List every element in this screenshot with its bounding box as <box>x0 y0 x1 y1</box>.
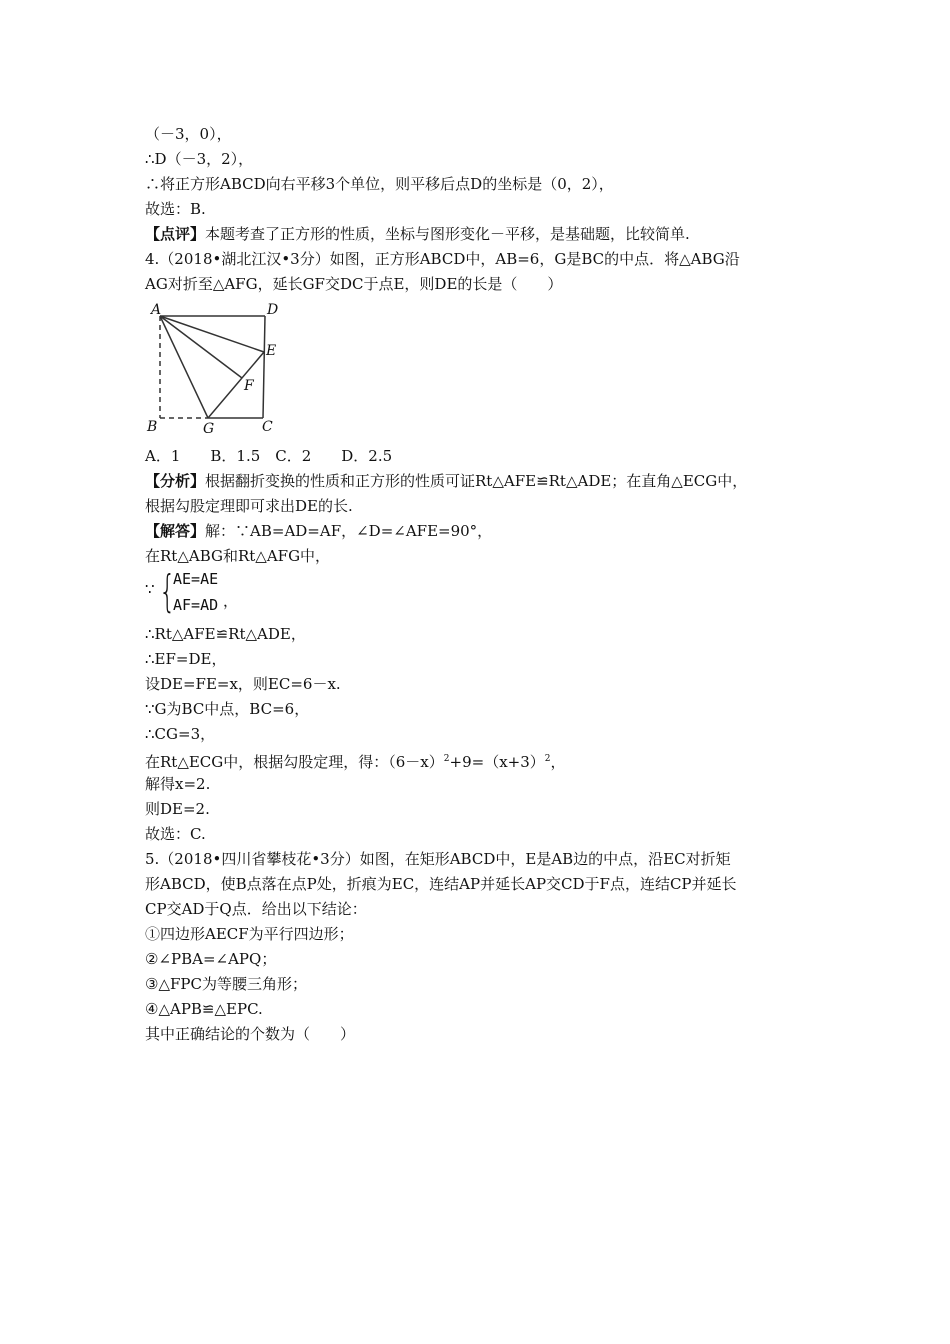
conclusion-2: ②∠PBA=∠APQ； <box>145 950 277 968</box>
left-brace: { <box>159 566 176 617</box>
solution-line-1 <box>145 521 492 541</box>
label-A: A <box>151 302 162 318</box>
analysis-line-2: 根据勾股定理即可求出DE的长. <box>145 497 353 515</box>
solution-text: 解：∵AB=AD=AF，∠D=∠AFE=90°， <box>205 522 493 540</box>
pythagoras-part-2: +9=（x+3） <box>449 753 545 771</box>
pythagoras-part-1: 在Rt△ECG中，根据勾股定理，得：（6－x） <box>145 753 444 771</box>
text-line: ∴D（－3，2）， <box>145 150 254 168</box>
conclusion-3: ③△FPC为等腰三角形； <box>145 975 307 993</box>
equation-system <box>145 568 345 620</box>
question-5-line-1: 5.（2018•四川省攀枝花•3分）如图，在矩形ABCD中，E是AB边的中点，沿EC对折矩 <box>145 850 731 868</box>
comment-tag: 【点评】 <box>145 225 206 243</box>
text-line: 则DE=2. <box>145 800 210 818</box>
label-C: C <box>262 419 273 435</box>
analysis-tag: 【分析】 <box>145 472 206 490</box>
text-line: ∴CG=3， <box>145 725 216 743</box>
equation-row-2: AF=AD <box>173 596 219 614</box>
question-4-line-1: 4.（2018•湖北江汉•3分）如图，正方形ABCD中，AB=6，G是BC的中点．将△ABG沿 <box>145 250 740 268</box>
since-symbol: ∵ <box>145 580 155 598</box>
analysis-line-1 <box>145 471 747 491</box>
question-5-line-3: CP交AD于Q点．给出以下结论： <box>145 900 367 918</box>
square-diagram <box>145 300 285 440</box>
equation-row-1: AE=AE <box>173 570 219 588</box>
segment-AE <box>160 316 264 352</box>
solution-tag: 【解答】 <box>145 522 206 540</box>
answer-options: A．1 B．1.5 C．2 D．2.5 <box>145 447 393 465</box>
text-line: 设DE=FE=x，则EC=6－x. <box>145 675 341 693</box>
label-E: E <box>266 343 277 359</box>
question-5-line-2: 形ABCD，使B点落在点P处，折痕为EC，连结AP并延长AP交CD于F点，连结CP并延长 <box>145 875 737 893</box>
segment-AG <box>160 316 208 418</box>
segment-AF <box>160 316 242 378</box>
text-line: （－3，0）， <box>145 125 232 143</box>
exponent: 2 <box>443 754 450 764</box>
text-line: 故选：C. <box>145 825 206 843</box>
comment-text: 本题考查了正方形的性质，坐标与图形变化－平移，是基础题，比较简单. <box>205 225 690 243</box>
text-line: ∴将正方形ABCD向右平移3个单位，则平移后点D的坐标是（0，2）， <box>145 175 614 193</box>
conclusion-1: ①四边形AECF为平行四边形； <box>145 925 354 943</box>
text-line: 故选：B. <box>145 200 206 218</box>
text-line: ∴Rt△AFE≌Rt△ADE， <box>145 625 306 643</box>
pythagoras-part-3: ， <box>550 753 566 771</box>
geometry-figure-square <box>145 300 285 440</box>
pythagoras-line <box>145 749 566 772</box>
label-G: G <box>203 421 215 437</box>
text-line: ∵G为BC中点，BC=6， <box>145 700 310 718</box>
segment-GE <box>208 352 264 418</box>
label-B: B <box>147 419 158 435</box>
conclusion-4: ④△APB≌△EPC. <box>145 1000 263 1018</box>
text-line: 解得x=2. <box>145 775 211 793</box>
label-D: D <box>267 302 279 318</box>
segment-DC <box>263 316 265 418</box>
text-line: ∴EF=DE， <box>145 650 227 668</box>
label-F: F <box>244 378 254 394</box>
question-4-line-2: AG对折至△AFG，延长GF交DC于点E，则DE的长是（ ） <box>145 275 563 293</box>
solution-line-2: 在Rt△ABG和Rt△AFG中， <box>145 547 331 565</box>
analysis-text: 根据翻折变换的性质和正方形的性质可证Rt△AFE≌Rt△ADE；在直角△ECG中， <box>205 472 748 490</box>
equation-comma: ， <box>223 592 239 610</box>
question-5-prompt: 其中正确结论的个数为（ ） <box>145 1025 356 1043</box>
comment-line <box>145 224 690 244</box>
exponent: 2 <box>544 754 551 764</box>
